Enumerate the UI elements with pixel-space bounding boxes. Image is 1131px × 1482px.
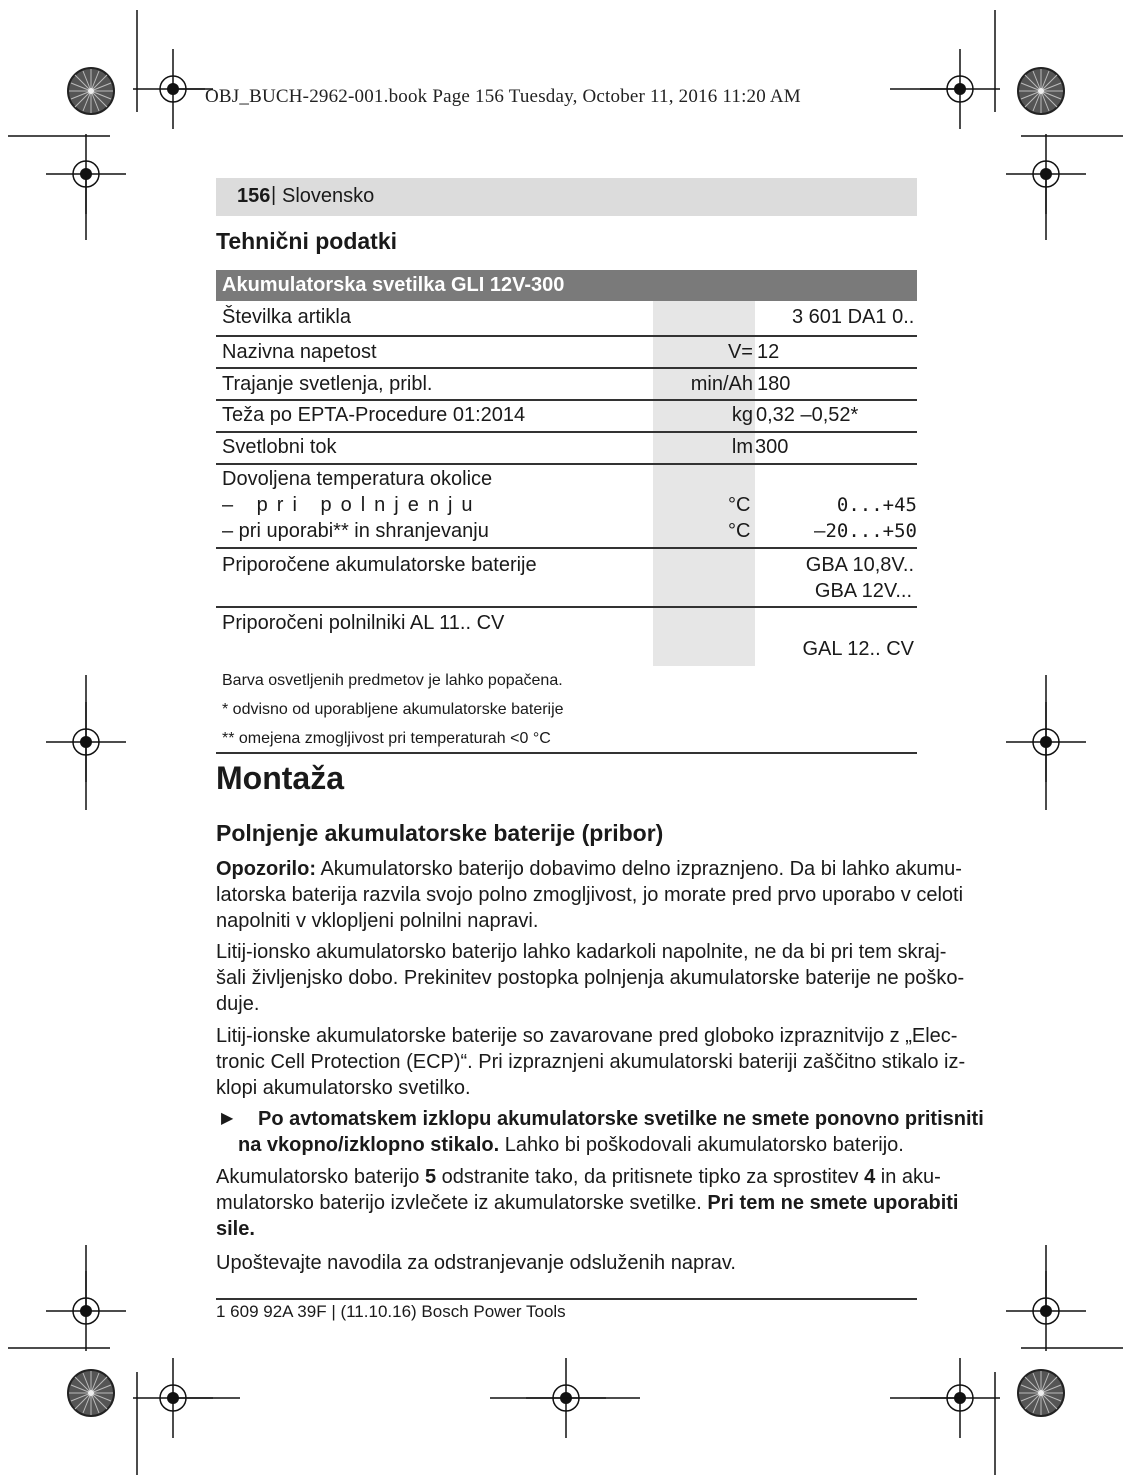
row-divider <box>216 399 917 401</box>
paragraph-ecp: Litij-ionske akumulatorske baterije so zavarovane pred globoko izpraznitvijo z „Elec- tronic Cell Protection (ECP)“. Pri izpraznjeni akumulatorski bateriji zaščitno stikalo iz- klopi akumulatorsko svetilko. <box>216 1025 966 1099</box>
row-unit-luminous-flux: lm <box>731 436 753 458</box>
section-language: Slovensko <box>282 185 375 207</box>
paragraph-warning: Opozorilo: Akumulatorsko baterijo dobavimo delno izpraznjeno. Da bi lahko akumu- latorska baterija razvila svojo polno zmogljivost, jo morate pred prvo uporabo v celoti napolniti v vklopljeni polnilni napravi. <box>216 858 964 932</box>
table-header <box>216 270 917 301</box>
row-value-weight: 0,32 –0,52* <box>756 404 859 426</box>
row-unit-charging-temp: °C <box>728 494 751 516</box>
paragraph-disposal: Upoštevajte navodila za odstranjevanje odsluženih naprav. <box>216 1252 736 1274</box>
row-value-operation-temp: –20...+50 <box>814 520 917 542</box>
warning-bullet: Po avtomatskem izklopu akumulatorske svetilke ne smete ponovno pritisniti na vkopno/izklopno stikalo. Lahko bi poškodovali akumulatorsko baterijo. <box>238 1108 984 1156</box>
charging-heading: Polnjenje akumulatorske baterije (pribor) <box>216 820 664 846</box>
page-header-bar <box>216 178 917 216</box>
page-separator: | <box>271 184 277 206</box>
row-value-voltage: 12 <box>757 341 780 363</box>
row-value-luminous-flux: 300 <box>755 436 789 458</box>
row-unit-operation-temp: °C <box>728 520 751 542</box>
row-unit-run-time: min/Ah <box>690 373 753 395</box>
warning-label: Opozorilo: <box>216 858 316 880</box>
row-label-luminous-flux: Svetlobni tok <box>222 436 337 458</box>
bullet-arrow-icon: ▶ <box>221 1110 234 1127</box>
row-label-weight: Teža po EPTA-Procedure 01:2014 <box>222 404 526 426</box>
row-value-chargers: GAL 12.. CV <box>802 638 914 660</box>
row-label-run-time: Trajanje svetlenja, pribl. <box>222 373 433 395</box>
table-title: Akumulatorska svetilka GLI 12V-300 <box>222 274 565 296</box>
row-divider <box>216 335 917 337</box>
table-bottom-rule <box>216 752 917 754</box>
row-value-charging-temp: 0...+45 <box>836 494 917 516</box>
row-sublabel-charging: – pri polnjenju <box>222 494 482 516</box>
row-divider <box>216 463 917 465</box>
row-divider <box>216 431 917 433</box>
footer-rule <box>216 1298 917 1300</box>
table-note-color: Barva osvetljenih predmetov je lahko popačena. <box>222 672 563 689</box>
row-value-article-number: 3 601 DA1 0.. <box>792 306 915 328</box>
row-label-voltage: Nazivna napetost <box>222 341 377 363</box>
paragraph-li-ion-charging: Litij-ionsko akumulatorsko baterijo lahko kadarkoli napolnite, ne da bi pri tem skraj- šali življenjsko dobo. Prekinitev postopka polnjenja akumulatorske baterije ne poško- duje. <box>216 941 965 1015</box>
row-divider <box>216 547 917 549</box>
row-label-chargers: Priporočeni polnilniki AL 11.. CV <box>222 612 505 634</box>
row-label-ambient-temp: Dovoljena temperatura okolice <box>222 468 493 490</box>
row-value-run-time: 180 <box>757 373 791 395</box>
row-sublabel-operation: – pri uporabi** in shranjevanju <box>222 520 489 542</box>
row-unit-weight: kg <box>731 404 753 426</box>
row-unit-voltage: V= <box>727 341 753 363</box>
row-value-battery-2: GBA 12V... <box>814 580 912 602</box>
row-divider <box>216 606 917 608</box>
table-note-double-asterisk: ** omejena zmogljivost pri temperaturah <0 °C <box>222 730 551 747</box>
tech-data-heading: Tehnični podatki <box>216 228 398 254</box>
row-value-battery-1: GBA 10,8V.. <box>805 554 914 576</box>
row-label-batteries: Priporočene akumulatorske baterije <box>222 554 537 576</box>
montaza-heading: Montaža <box>216 760 344 796</box>
page-number: 156 <box>237 185 271 207</box>
paragraph-remove-battery: Akumulatorsko baterijo 5 odstranite tako, da pritisnete tipko za sprostitev 4 in aku- mulatorsko baterijo izvlečete iz akumulatorske svetilke. Pri tem ne smete uporabiti sile. <box>216 1166 959 1240</box>
table-note-asterisk: * odvisno od uporabljene akumulatorske baterije <box>222 701 564 718</box>
row-divider <box>216 367 917 369</box>
row-label-article-number: Številka artikla <box>222 306 351 328</box>
footer-text: 1 609 92A 39F | (11.10.16) Bosch Power Tools <box>216 1302 566 1321</box>
file-header: OBJ_BUCH-2962-001.book Page 156 Tuesday, October 11, 2016 11:20 AM <box>205 86 801 107</box>
